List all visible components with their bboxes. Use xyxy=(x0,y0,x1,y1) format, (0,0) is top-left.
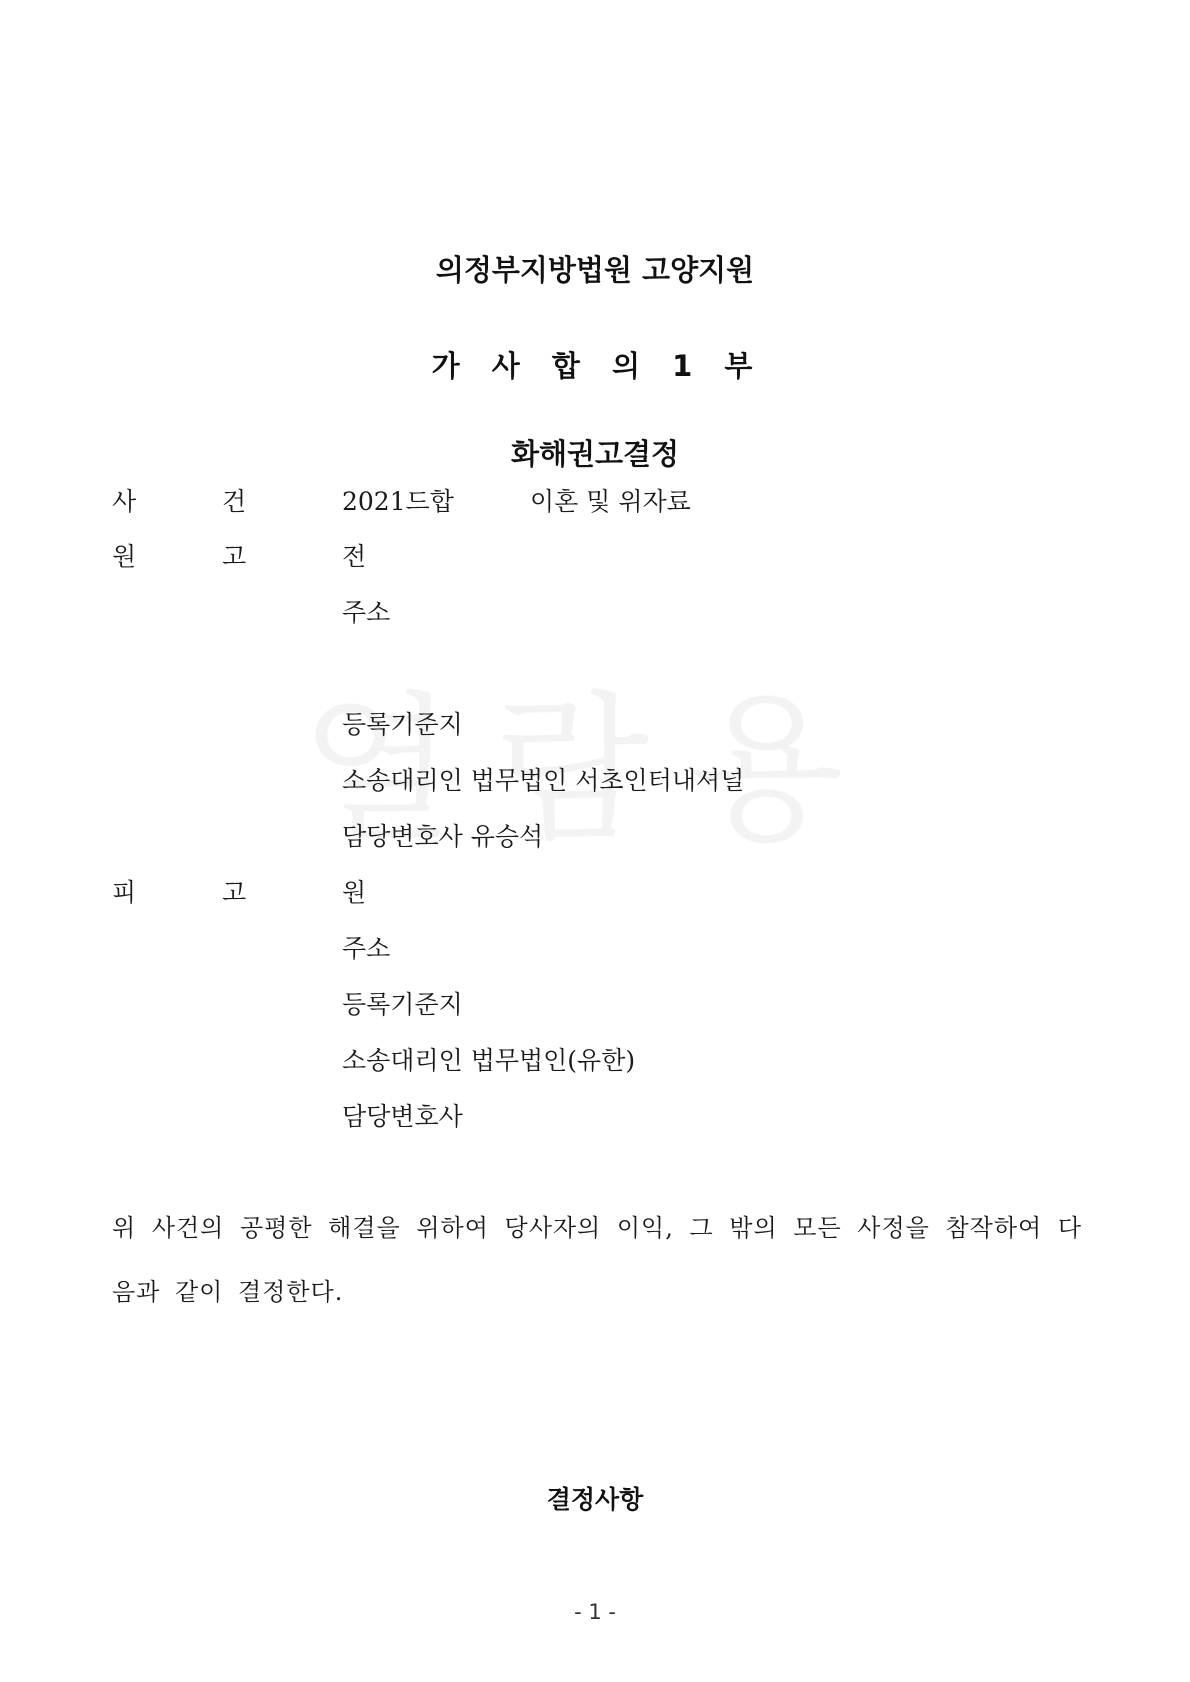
decision-paragraph: 위 사건의 공평한 해결을 위하여 당사자의 이익, 그 밖의 모든 사정을 참작하여 다음과 같이 결정한다. xyxy=(112,1214,1082,1306)
defendant-label-b: 고 xyxy=(222,878,247,907)
court-name: 의정부지방법원 고양지원 xyxy=(435,253,755,287)
section-title: 결정사항 xyxy=(546,1485,644,1514)
page-number: - 1 - xyxy=(574,1600,616,1624)
defendant-agent: 소송대리인 법무법인(유한) xyxy=(342,1046,636,1075)
plaintiff-label-b: 고 xyxy=(222,542,247,571)
defendant-label-a: 피 xyxy=(112,878,137,907)
plaintiff-agent: 소송대리인 법무법인 서초인터내셔널 xyxy=(342,766,745,795)
plaintiff-name: 전 xyxy=(342,542,367,571)
case-name: 이혼 및 위자료 xyxy=(530,487,691,516)
plaintiff-address: 주소 xyxy=(342,598,391,627)
defendant-registry: 등록기준지 xyxy=(342,990,463,1019)
plaintiff-label-a: 원 xyxy=(112,542,137,571)
plaintiff-registry: 등록기준지 xyxy=(342,710,463,739)
case-label-b: 건 xyxy=(222,487,247,516)
defendant-lawyer: 담당변호사 xyxy=(342,1102,463,1131)
division-name: 가 사 합 의 1 부 xyxy=(431,349,759,383)
case-label-a: 사 xyxy=(112,487,137,516)
plaintiff-lawyer: 담당변호사 유승석 xyxy=(342,822,544,851)
defendant-name: 원 xyxy=(342,878,367,907)
defendant-address: 주소 xyxy=(342,934,391,963)
case-number: 2021드합 xyxy=(342,487,454,516)
document-type: 화해권고결정 xyxy=(510,437,680,471)
